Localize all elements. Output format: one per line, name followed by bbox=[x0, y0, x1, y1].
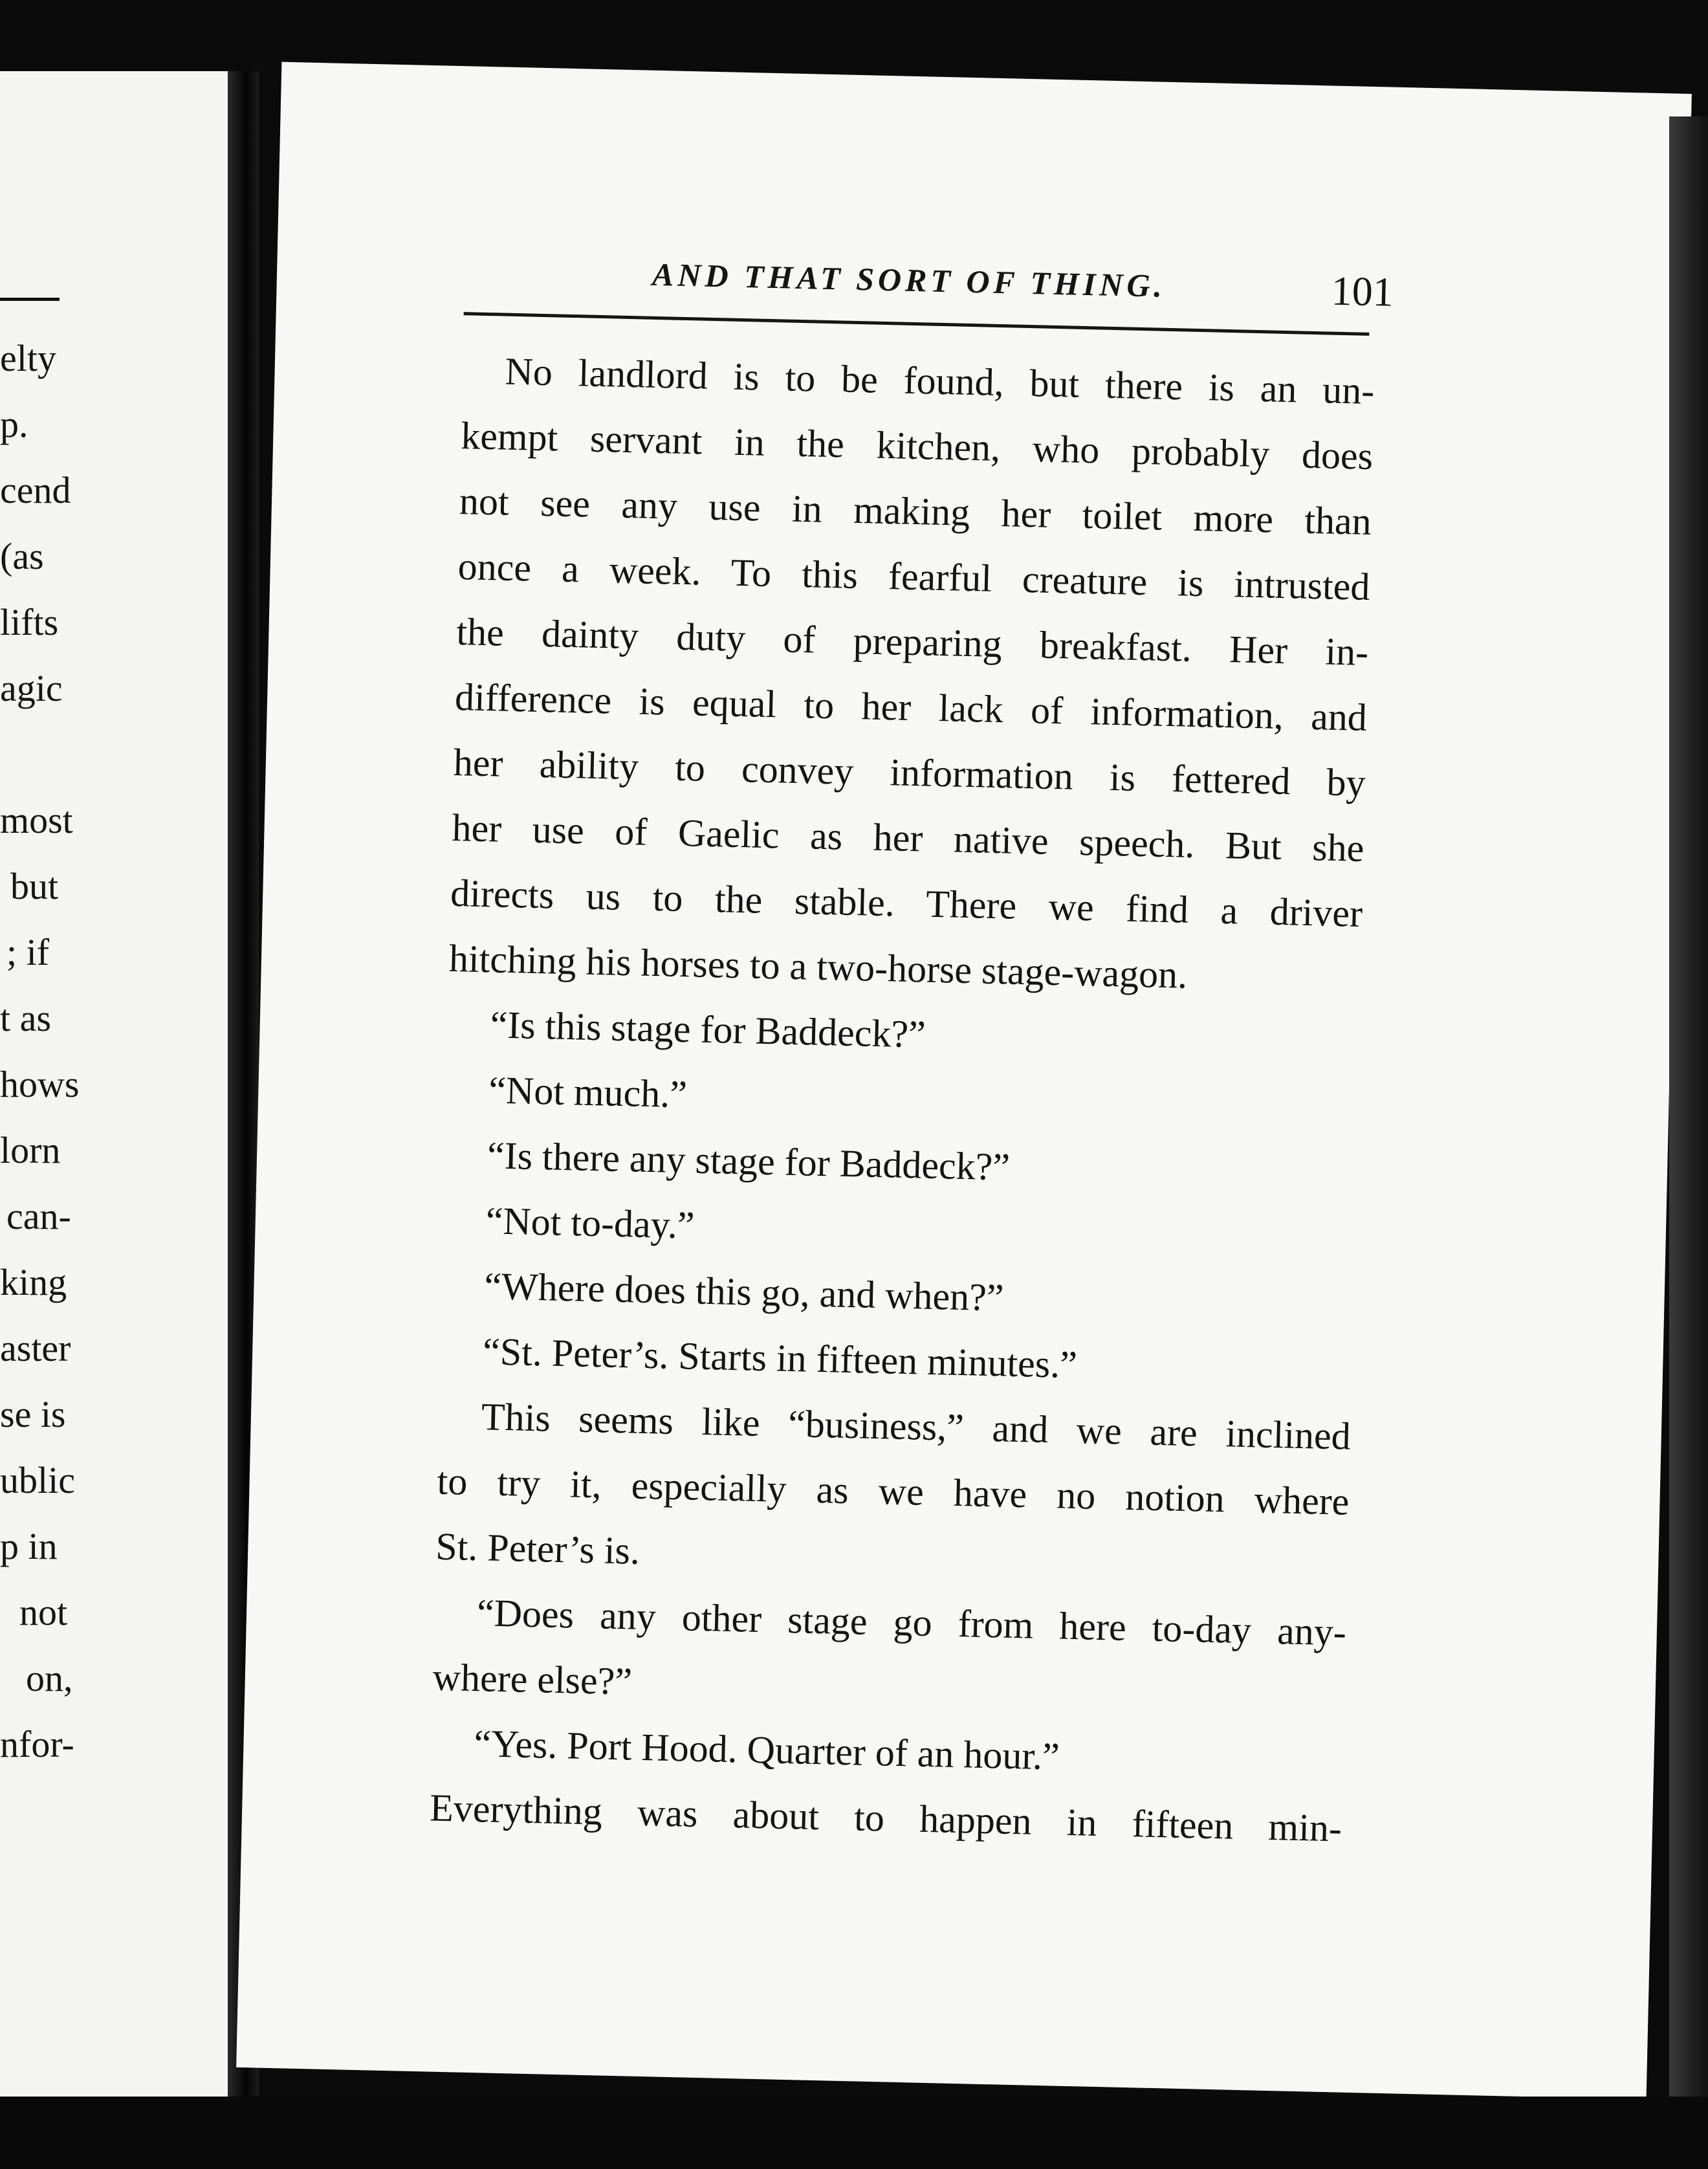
text-line: her use of Gaelic as her native speech. But she bbox=[451, 806, 1365, 870]
text-line: not see any use in making her toilet more than bbox=[459, 479, 1372, 544]
facing-page-fragment: king bbox=[0, 1261, 67, 1303]
text-line: St. Peter’s is. bbox=[435, 1525, 640, 1572]
text-line: This seems like “business,” and we are inclined bbox=[481, 1395, 1352, 1458]
facing-page-fragment: but bbox=[10, 865, 59, 907]
dialogue-line: “Is there any stage for Baddeck?” bbox=[487, 1134, 1011, 1189]
facing-page-fragment: most bbox=[0, 799, 73, 841]
dialogue-line: “Not much.” bbox=[488, 1068, 688, 1116]
facing-page-fragment: p in bbox=[0, 1525, 58, 1567]
text-line: No landlord is to be found, but there is an un- bbox=[504, 349, 1375, 413]
text-line: once a week. To this fearful creature is intrusted bbox=[457, 545, 1371, 609]
text-line: the dainty duty of preparing breakfast. Her in- bbox=[455, 610, 1369, 674]
facing-page-head-rule bbox=[0, 298, 60, 301]
dialogue-line: “Where does this go, and when?” bbox=[483, 1264, 1005, 1319]
facing-page-fragment: cend bbox=[0, 469, 71, 511]
dialogue-line: “Does any other stage go from here to-day any- bbox=[476, 1591, 1347, 1654]
facing-page-fragment: on, bbox=[26, 1657, 73, 1699]
dialogue-line: “Yes. Port Hood. Quarter of an hour.” bbox=[473, 1722, 1060, 1778]
running-title: AND THAT SORT OF THING. bbox=[651, 256, 1166, 304]
facing-page-fragment: lorn bbox=[0, 1129, 61, 1171]
body-text bbox=[429, 338, 1375, 1861]
facing-page-fragment: (as bbox=[0, 535, 44, 577]
scan-bottom-border bbox=[0, 2097, 1708, 2169]
text-line: to try it, especially as we have no notion where bbox=[437, 1459, 1350, 1523]
dialogue-line: “Not to-day.” bbox=[485, 1199, 695, 1247]
dialogue-line: where else?” bbox=[432, 1655, 633, 1703]
text-line: Everything was about to happen in fifteen min- bbox=[429, 1786, 1342, 1850]
dialogue-line: “Is this stage for Baddeck?” bbox=[490, 1003, 926, 1056]
text-line: her ability to convey information is fettered by bbox=[453, 740, 1366, 804]
facing-page-fragment: se is bbox=[0, 1393, 66, 1435]
text-line: hitching his horses to a two-horse stage-wagon. bbox=[448, 936, 1188, 996]
facing-page-fragment: agic bbox=[0, 667, 63, 709]
facing-page-fragment: t as bbox=[0, 997, 51, 1039]
book-right-edge bbox=[1669, 116, 1708, 2097]
page-number: 101 bbox=[1331, 267, 1394, 315]
text-line: kempt servant in the kitchen, who probably does bbox=[460, 414, 1374, 478]
facing-page-fragment: aster bbox=[0, 1327, 71, 1369]
facing-page bbox=[0, 71, 228, 2097]
book-page bbox=[236, 62, 1692, 2100]
facing-page-fragment: ublic bbox=[0, 1459, 75, 1501]
facing-page-fragment: not bbox=[19, 1591, 68, 1633]
text-line: difference is equal to her lack of information, and bbox=[454, 676, 1368, 739]
facing-page-fragment: hows bbox=[0, 1063, 80, 1105]
facing-page-fragment: elty bbox=[0, 337, 56, 379]
facing-page-fragment: nfor- bbox=[0, 1723, 74, 1765]
facing-page-fragment: can- bbox=[6, 1195, 71, 1237]
facing-page-fragment: ; if bbox=[6, 931, 50, 973]
facing-page-fragment: p. bbox=[0, 403, 28, 445]
dialogue-line: “St. Peter’s. Starts in fifteen minutes.” bbox=[482, 1330, 1078, 1387]
text-line: directs us to the stable. There we find a driver bbox=[450, 871, 1363, 935]
facing-page-fragment: lifts bbox=[0, 601, 59, 643]
